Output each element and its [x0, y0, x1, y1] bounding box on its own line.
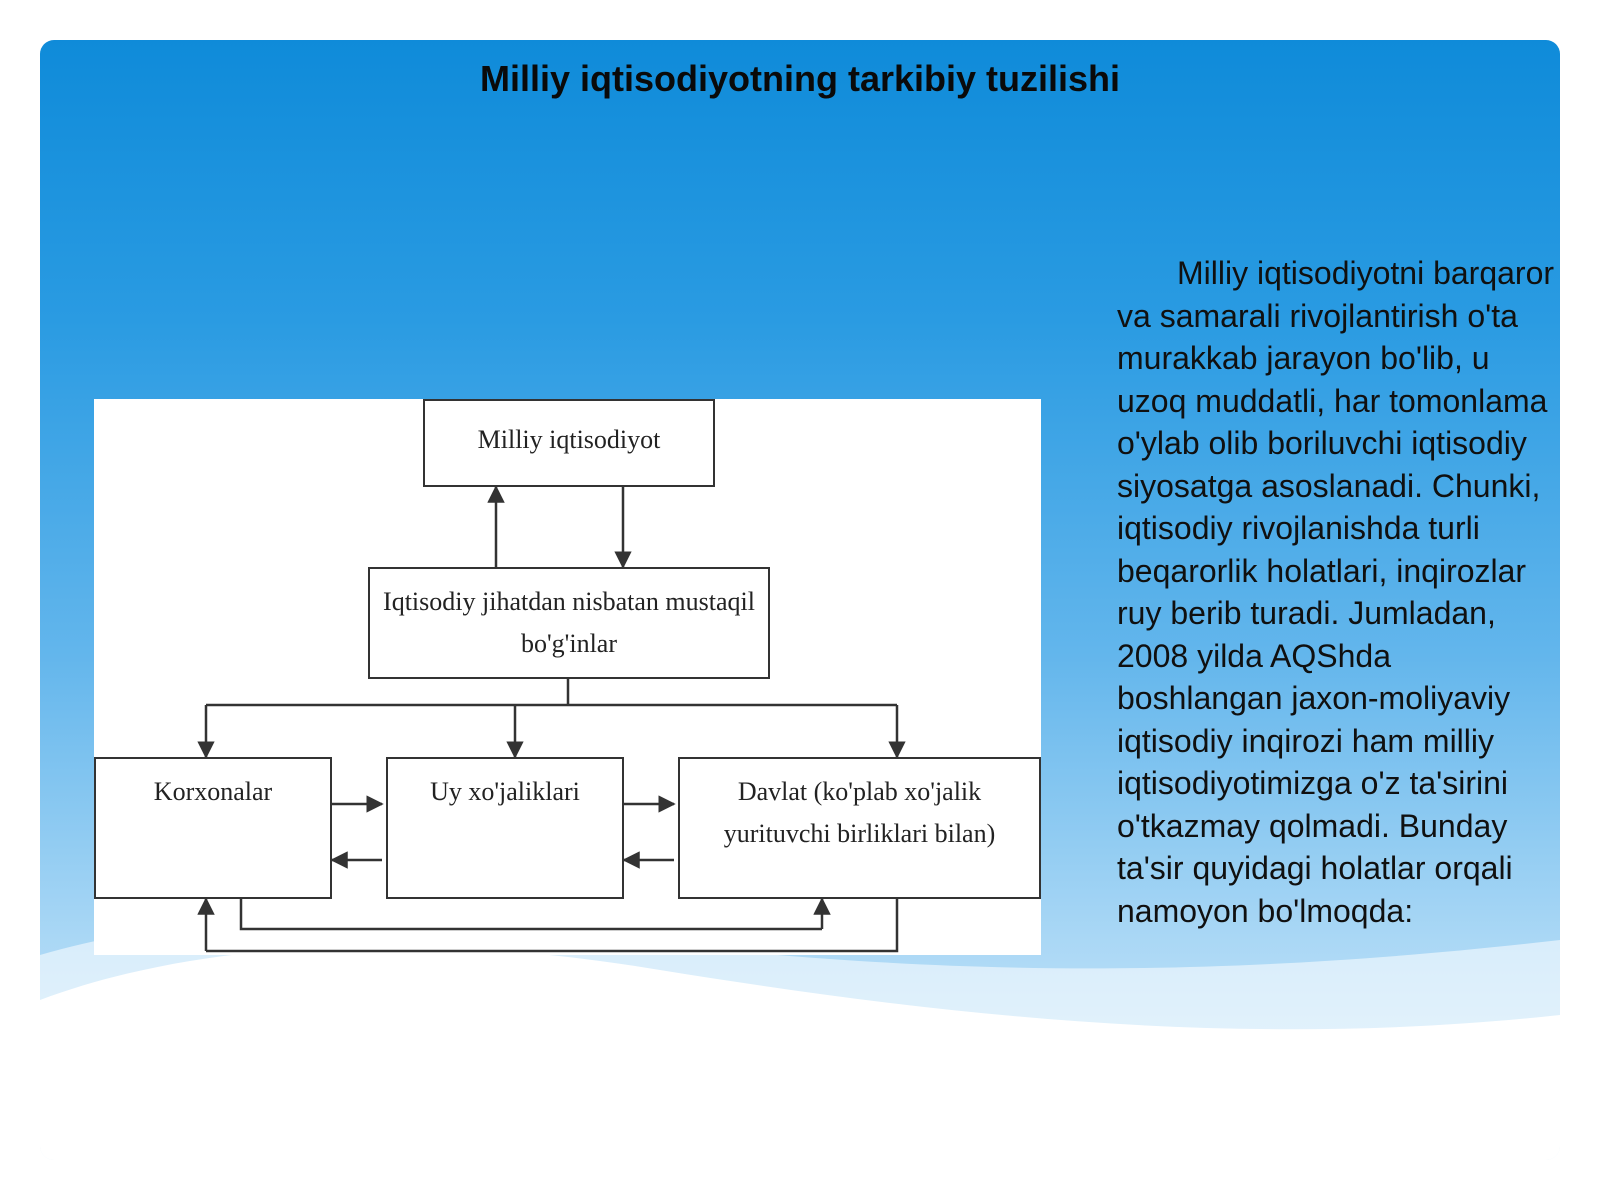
box-mustaqil-boginlar [368, 567, 770, 679]
body-paragraph: Milliy iqtisodiyotni barqaror va samarali rivojlantirish o'ta murakkab jarayon bo'lib, u uzoq muddatli, har tomonlama o'ylab olib boriluvchi iqtisodiy siyosatga asoslanadi. Chunki, iqtisodiy rivojlanishda turli beqarorlik holatlari, inqirozlar ruy berib turadi. Jumladan, 2008 yilda AQShda boshlangan jaxon-moliyaviy iqtisodiy inqirozi ham milliy iqtisodiyotimizga o'z ta'sirini o'tkazmay qolmadi. Bunday ta'sir quyidagi holatlar orqali namoyon bo'lmoqda: [1117, 255, 1555, 929]
box-right-label-1: Davlat (ko'plab xo'jalik [737, 777, 982, 806]
box-middle-label-1: Iqtisodiy jihatdan nisbatan mustaqil [383, 587, 755, 616]
box-davlat [678, 757, 1041, 899]
loop-right-to-left [206, 899, 897, 951]
box-uy-xojaliklari [386, 757, 624, 899]
box-top-label: Milliy iqtisodiyot [477, 425, 661, 454]
box-left-label: Korxonalar [153, 777, 273, 806]
box-right-label-2: yurituvchi birliklari bilan) [723, 819, 996, 848]
box-korxonalar [94, 757, 332, 899]
box-milliy-iqtisodiyot [423, 399, 715, 487]
box-middle-label-2: bo'g'inlar [520, 629, 617, 658]
loop-left-to-right [241, 899, 822, 929]
structure-diagram [94, 399, 1041, 955]
box-center-label: Uy xo'jaliklari [430, 777, 580, 806]
slide-title: Milliy iqtisodiyotning tarkibiy tuzilishi [479, 58, 1121, 99]
